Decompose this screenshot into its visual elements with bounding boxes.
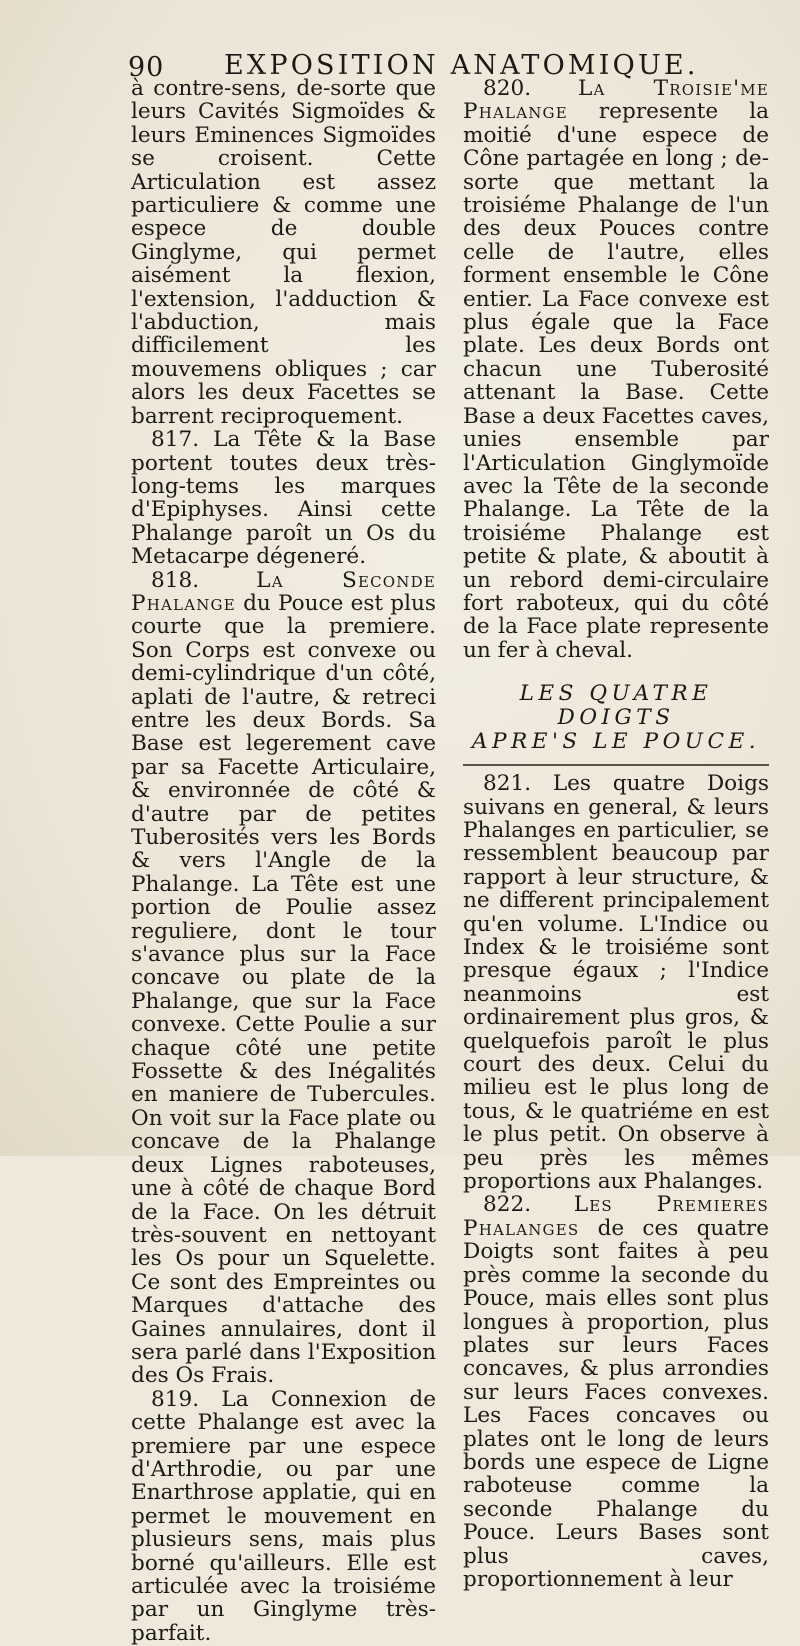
paragraph-number: 822. — [483, 1192, 532, 1218]
paragraph-number: 820. — [483, 76, 532, 101]
paragraph-body: de ces quatre Doigts sont faites à peu près comme la seconde du Pouce, mais elles sont plus longues à proportion, plus plates sur leurs Faces concaves, & plus arrondies sur leurs Faces convexes. Les Faces concaves ou plates ont le long de leurs bords une espece de Ligne raboteuse comme la seconde Phalange du Pouce. Leurs Bases sont plus caves, proportionnement à leur — [463, 1215, 769, 1592]
paragraph-body: du Pouce est plus courte que la premiere. Son Corps est convexe ou demi-cylindrique d'un côté, aplati de l'autre, & retreci entre les deux Bords. Sa Base est legerement cave par sa Facette Articulaire, & environnée de côté & d'autre par de petites Tuberosités vers les Bords & vers l'Angle de la Phalange. La Tête est une portion de Poulie assez reguliere, dont le tour s'avance plus sur la Face concave ou plate de la Phalange, que sur la Face convexe. Cette Poulie a sur chaque côté une petite Fossette & des Inégalités en maniere de Tubercules. On voit sur la Face plate ou concave de la Phalange deux Lignes raboteuses, une à côté de chaque Bord de la Face. On les détruit très-souvent en nettoyant les Os pour un Squelette. Ce sont des Empreintes ou Marques d'attache des Gaines annulaires, dont il sera parlé dans l'Exposition des Os Frais. — [131, 590, 436, 1389]
small-caps-lead: La Seconde Phalange — [131, 567, 436, 616]
section-heading-line-2: APRE'S LE POUCE. — [471, 729, 761, 755]
section-heading — [463, 682, 769, 754]
paragraph-818 — [131, 569, 436, 1388]
paragraph-822 — [463, 1193, 769, 1591]
paragraph-body: represente la moitié d'une espece de Cône partagée en long ; de-sorte que mettant la troisiéme Phalange de l'un des deux Pouces contre celle de l'autre, elles forment ensemble le Cône entier. La Face convexe est plus égale que la Face plate. Les deux Bords ont chacun une Tuberosité attenant la Base. Cette Base a deux Facettes caves, unies ensemble par l'Articulation Ginglymoïde avec la Tête de la seconde Phalange. La Tête de la troisiéme Phalange est petite & plate, & aboutit à un rebord demi-circulaire fort raboteux, qui du côté de la Face plate represente un fer à cheval. — [463, 99, 769, 663]
right-column — [463, 77, 769, 1591]
paragraph-819: 819. La Connexion de cette Phalange est avec la premiere par une espece d'Arthrodie, ou par une Enarthrose applatie, qui en permet le mouvement en plusieurs sens, mais plus borné qu'ailleurs. Elle est articulée avec la troisiéme par un Ginglyme très-parfait. — [131, 1386, 436, 1646]
paragraph-number: 818. — [151, 567, 200, 593]
small-caps-lead: Les Premieres Phalanges — [463, 1192, 769, 1241]
left-column — [131, 77, 436, 1645]
page-number: 90 — [128, 52, 165, 83]
section-heading-line-1: LES QUATRE DOIGTS — [519, 681, 713, 731]
paragraph-continuation: à contre-sens, de-sorte que leurs Cavités Sigmoïdes & leurs Eminences Sigmoïdes se croisent. Cette Articulation est assez particuliere & comme une espece de double Ginglyme, qui permet aisément la flexion, l'extension, l'adduction & l'abduction, mais difficilement les mouvemens obliques ; car alors les deux Facettes se barrent reciproquement. — [131, 76, 436, 429]
paragraph-817: 817. La Tête & la Base portent toutes deux très-long-tems les marques d'Epiphyses. Ainsi cette Phalange paroît un Os du Metacarpe dégeneré. — [131, 427, 436, 570]
section-rule — [463, 764, 769, 766]
paragraph-821: 821. Les quatre Doigs suivans en general, & leurs Phalanges en particulier, se ressemblent beaucoup par rapport à leur structure, & ne different principalement qu'en volume. L'Indice ou Index & le troisiéme sont presque égaux ; l'Indice neanmoins est ordinairement plus gros, & quelquefois paroît le plus court des deux. Celui du milieu est le plus long de tous, & le quatriéme en est le plus petit. On observe à peu près les mêmes proportions aux Phalanges. — [463, 771, 769, 1195]
small-caps-lead: La Troisie'me Phalange — [463, 76, 769, 125]
running-title: EXPOSITION ANATOMIQUE. — [224, 50, 699, 81]
paragraph-820 — [463, 77, 769, 662]
